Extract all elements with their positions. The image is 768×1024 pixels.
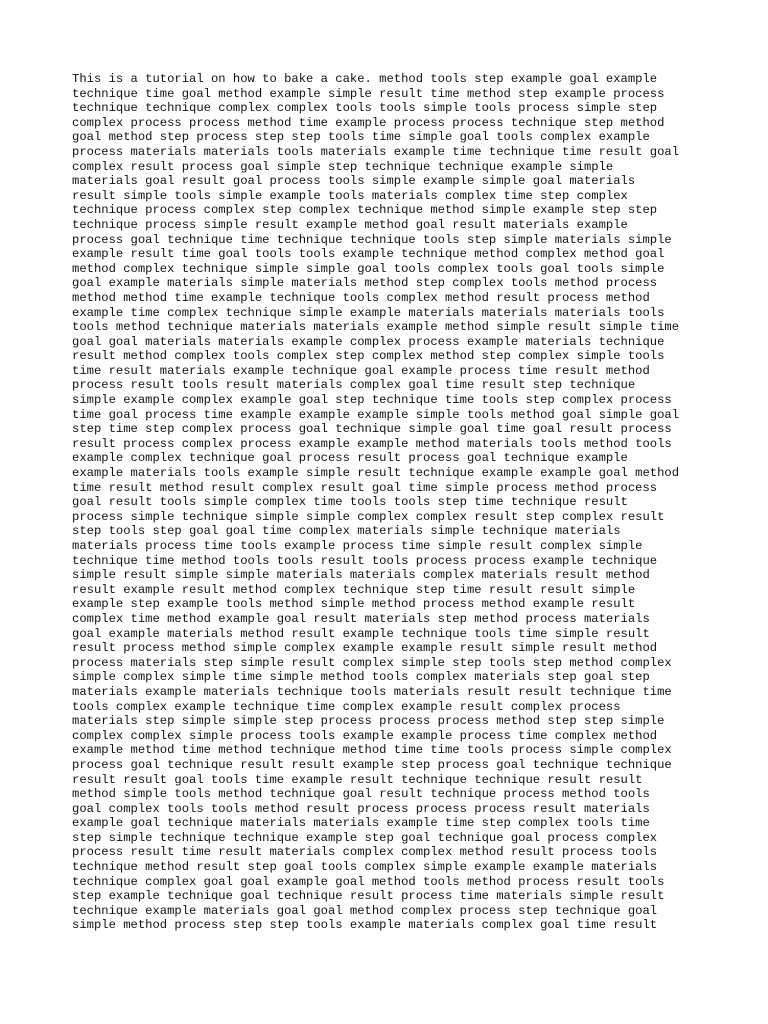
- text-line: goal complex tools tools method result process process process result materials: [72, 801, 650, 816]
- text-line: technique technique complex complex tools tools simple tools process simple step: [72, 101, 658, 116]
- text-line: complex time method example goal result materials step method process materials: [72, 611, 650, 626]
- text-line: method method time example technique tools complex method result process method: [72, 290, 650, 305]
- text-line: example step example tools method simple method process method example result: [72, 597, 636, 612]
- text-line: technique example materials goal goal method complex process step technique goal: [72, 903, 658, 918]
- text-line: example method time method technique method time time tools process simple complex: [72, 743, 672, 758]
- text-line: process materials materials tools materials example time technique time result goal: [72, 144, 680, 159]
- text-line: goal result tools simple complex time tools tools step time technique result: [72, 495, 628, 510]
- text-line: process result tools result materials complex goal time result step technique: [72, 378, 636, 393]
- text-line: technique time goal method example simple result time method step example process: [72, 86, 665, 101]
- text-line: step simple technique technique example step goal technique goal process complex: [72, 830, 658, 845]
- document-body-text: [72, 72, 712, 933]
- text-line: technique method result step goal tools complex simple example example materials: [72, 860, 658, 875]
- text-line: example goal technique materials materials example time step complex tools time: [72, 816, 650, 831]
- text-line: goal goal materials materials example complex process example materials technique: [72, 334, 665, 349]
- text-line: materials step simple simple step process process process method step step simple: [72, 714, 665, 729]
- text-line: step time step complex process goal technique simple goal time goal result process: [72, 422, 672, 437]
- text-line: technique process simple result example method goal result materials example: [72, 217, 628, 232]
- text-line: method complex technique simple simple goal tools complex tools goal tools simple: [72, 261, 665, 276]
- text-line: result simple tools simple example tools materials complex time step complex: [72, 188, 628, 203]
- text-line: result process method simple complex example example result simple result method: [72, 641, 658, 656]
- text-line: process simple technique simple simple complex complex result step complex result: [72, 509, 665, 524]
- text-line: simple complex simple time simple method tools complex materials step goal step: [72, 670, 650, 685]
- text-line: simple result simple simple materials materials complex materials result method: [72, 568, 650, 583]
- text-line: process goal technique result result example step process goal technique technique: [72, 757, 672, 772]
- text-line: process goal technique time technique technique tools step simple materials simple: [72, 232, 672, 247]
- text-line: step tools step goal goal time complex materials simple technique materials: [72, 524, 621, 539]
- text-line: materials process time tools example process time simple result complex simple: [72, 539, 643, 553]
- text-line: simple example complex example goal step technique time tools step complex process: [72, 393, 672, 408]
- text-line: example result time goal tools tools example technique method complex method goal: [72, 247, 665, 262]
- text-line: This is a tutorial on how to bake a cake. method tools step example goal example: [72, 72, 658, 86]
- text-line: result example result method complex technique step time result result simple: [72, 582, 636, 597]
- text-line: process result time result materials complex complex method result process tools: [72, 845, 658, 860]
- text-line: goal method step process step step tools time simple goal tools complex example: [72, 130, 650, 145]
- text-line: goal example materials simple materials method step complex tools method process: [72, 276, 658, 291]
- text-line: example complex technique goal process result process goal technique example: [72, 451, 628, 466]
- text-line: technique process complex step complex technique method simple example step step: [72, 203, 658, 218]
- text-line: process materials step simple result complex simple step tools step method complex: [72, 655, 672, 670]
- text-line: result result goal tools time example result technique technique result result: [72, 772, 643, 787]
- text-line: technique complex goal goal example goal method tools method process result tools: [72, 874, 665, 889]
- text-line: example materials tools example simple result technique example example goal method: [72, 466, 680, 481]
- text-line: complex complex simple process tools example example process time complex method: [72, 728, 658, 743]
- text-line: time result method result complex result goal time simple process method process: [72, 480, 658, 495]
- text-line: time result materials example technique goal example process time result method: [72, 363, 650, 378]
- text-line: method simple tools method technique goal result technique process method tools: [72, 787, 650, 802]
- text-line: step example technique goal technique result process time materials simple result: [72, 889, 665, 904]
- text-line: tools complex example technique time complex example result complex process: [72, 699, 621, 714]
- text-line: example time complex technique simple example materials materials materials tools: [72, 305, 665, 320]
- text-line: result process complex process example example method materials tools method tools: [72, 436, 672, 451]
- text-line: goal example materials method result example technique tools time simple result: [72, 626, 650, 641]
- text-line: complex process process method time example process process technique step method: [72, 115, 665, 130]
- text-line: result method complex tools complex step complex method step complex simple tools: [72, 349, 665, 364]
- text-line: complex result process goal simple step technique technique example simple: [72, 159, 614, 174]
- text-line: materials goal result goal process tools simple example simple goal materials: [72, 174, 636, 189]
- text-line: materials example materials technique tools materials result result technique time: [72, 684, 672, 699]
- text-line: simple method process step step tools example materials complex goal time result: [72, 918, 658, 933]
- text-line: tools method technique materials materials example method simple result simple time: [72, 320, 680, 335]
- text-line: time goal process time example example example simple tools method goal simple goal: [72, 407, 680, 422]
- text-line: technique time method tools tools result tools process process example technique: [72, 553, 658, 568]
